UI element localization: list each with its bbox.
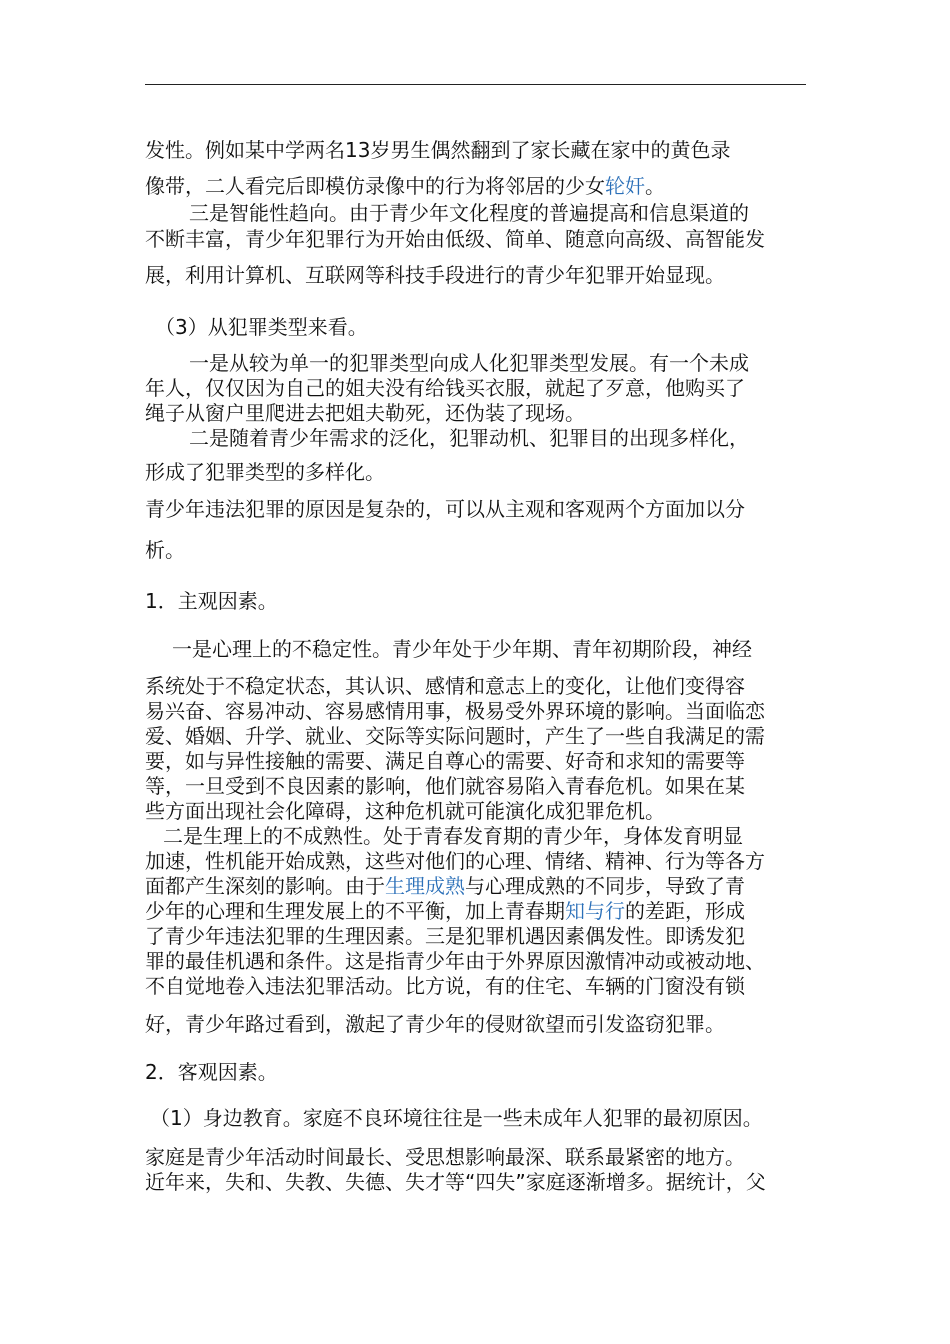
text-span: （3）从犯罪类型来看。 xyxy=(155,315,368,339)
text-line xyxy=(189,200,854,226)
inline-link[interactable]: 轮奸 xyxy=(605,174,645,198)
text-span: 青少年违法犯罪的原因是复杂的，可以从主观和客观两个方面加以分 xyxy=(145,497,745,521)
text-span: 一是心理上的不稳定性。青少年处于少年期、青年初期阶段，神经 xyxy=(172,637,752,661)
section-heading xyxy=(145,1059,810,1085)
text-span: 发性。例如某中学两名13岁男生偶然翻到了家长藏在家中的黄色录 xyxy=(145,138,731,162)
text-span: 年人，仅仅因为自己的姐夫没有给钱买衣服，就起了歹意，他购买了 xyxy=(145,376,745,400)
text-line xyxy=(145,459,810,485)
text-span: 1．主观因素。 xyxy=(145,589,278,613)
text-line xyxy=(145,400,810,426)
section-heading xyxy=(155,314,820,340)
text-line xyxy=(145,226,810,252)
text-span: 等，一旦受到不良因素的影响，他们就容易陷入青春危机。如果在某 xyxy=(145,774,745,798)
text-span: 二是随着青少年需求的泛化，犯罪动机、犯罪目的出现多样化， xyxy=(189,426,749,450)
text-line xyxy=(145,375,810,401)
text-span: 了青少年违法犯罪的生理因素。三是犯罪机遇因素偶发性。即诱发犯 xyxy=(145,924,745,948)
text-line xyxy=(145,898,810,924)
text-span: 易兴奋、容易冲动、容易感情用事，极易受外界环境的影响。当面临恋 xyxy=(145,699,765,723)
text-line xyxy=(145,137,810,163)
text-span: 加速，性机能开始成熟，这些对他们的心理、情绪、精神、行为等各方 xyxy=(145,849,765,873)
text-span: 的差距，形成 xyxy=(625,899,745,923)
text-line xyxy=(172,636,837,662)
text-line xyxy=(145,973,810,999)
text-span: 面都产生深刻的影响。由于 xyxy=(145,874,385,898)
inline-link[interactable]: 生理成熟 xyxy=(385,874,465,898)
text-span: 爱、婚姻、升学、就业、交际等实际问题时，产生了一些自我满足的需 xyxy=(145,724,765,748)
text-line xyxy=(145,1144,810,1170)
text-line xyxy=(145,496,810,522)
text-span: 析。 xyxy=(145,538,185,562)
text-span: 不断丰富，青少年犯罪行为开始由低级、简单、随意向高级、高智能发 xyxy=(145,227,765,251)
text-span: 好，青少年路过看到，激起了青少年的侵财欲望而引发盗窃犯罪。 xyxy=(145,1012,725,1036)
text-line xyxy=(145,848,810,874)
text-span: 些方面出现社会化障碍，这种危机就可能演化成犯罪危机。 xyxy=(145,799,665,823)
text-span: 二是生理上的不成熟性。处于青春发育期的青少年，身体发育明显 xyxy=(163,824,743,848)
text-line xyxy=(145,537,810,563)
text-line xyxy=(145,173,810,199)
text-span: 少年的心理和生理发展上的不平衡，加上青春期 xyxy=(145,899,565,923)
text-span: 近年来，失和、失教、失德、失才等“四失”家庭逐渐增多。据统计，父 xyxy=(145,1170,766,1194)
text-span: 2．客观因素。 xyxy=(145,1060,278,1084)
text-line xyxy=(145,748,810,774)
text-line xyxy=(145,1011,810,1037)
text-span: 要，如与异性接触的需要、满足自尊心的需要、好奇和求知的需要等 xyxy=(145,749,745,773)
text-span: 罪的最佳机遇和条件。这是指青少年由于外界原因激情冲动或被动地、 xyxy=(145,949,765,973)
text-span: 系统处于不稳定状态，其认识、感情和意志上的变化，让他们变得容 xyxy=(145,674,745,698)
text-line xyxy=(145,773,810,799)
text-line xyxy=(145,262,810,288)
text-line xyxy=(145,723,810,749)
text-span: 像带，二人看完后即模仿录像中的行为将邻居的少女 xyxy=(145,174,605,198)
text-line xyxy=(163,823,828,849)
text-span: 一是从较为单一的犯罪类型向成人化犯罪类型发展。有一个未成 xyxy=(189,351,749,375)
text-line xyxy=(145,948,810,974)
text-span: 家庭是青少年活动时间最长、受思想影响最深、联系最紧密的地方。 xyxy=(145,1145,745,1169)
text-line xyxy=(145,873,810,899)
text-line xyxy=(145,923,810,949)
text-line xyxy=(150,1105,815,1131)
text-line xyxy=(145,698,810,724)
text-span: 。 xyxy=(645,174,665,198)
inline-link[interactable]: 知与行 xyxy=(565,899,625,923)
text-span: 三是智能性趋向。由于青少年文化程度的普遍提高和信息渠道的 xyxy=(189,201,749,225)
header-rule xyxy=(145,84,806,85)
text-line xyxy=(189,425,854,451)
text-span: 展，利用计算机、互联网等科技手段进行的青少年犯罪开始显现。 xyxy=(145,263,725,287)
text-span: 绳子从窗户里爬进去把姐夫勒死，还伪装了现场。 xyxy=(145,401,585,425)
text-line xyxy=(145,1169,810,1195)
text-span: 与心理成熟的不同步，导致了青 xyxy=(465,874,745,898)
text-line xyxy=(145,673,810,699)
text-line xyxy=(189,350,854,376)
text-line xyxy=(145,798,810,824)
text-span: （1）身边教育。家庭不良环境往往是一些未成年人犯罪的最初原因。 xyxy=(150,1106,763,1130)
section-heading xyxy=(145,588,810,614)
text-span: 不自觉地卷入违法犯罪活动。比方说，有的住宅、车辆的门窗没有锁 xyxy=(145,974,745,998)
text-span: 形成了犯罪类型的多样化。 xyxy=(145,460,385,484)
